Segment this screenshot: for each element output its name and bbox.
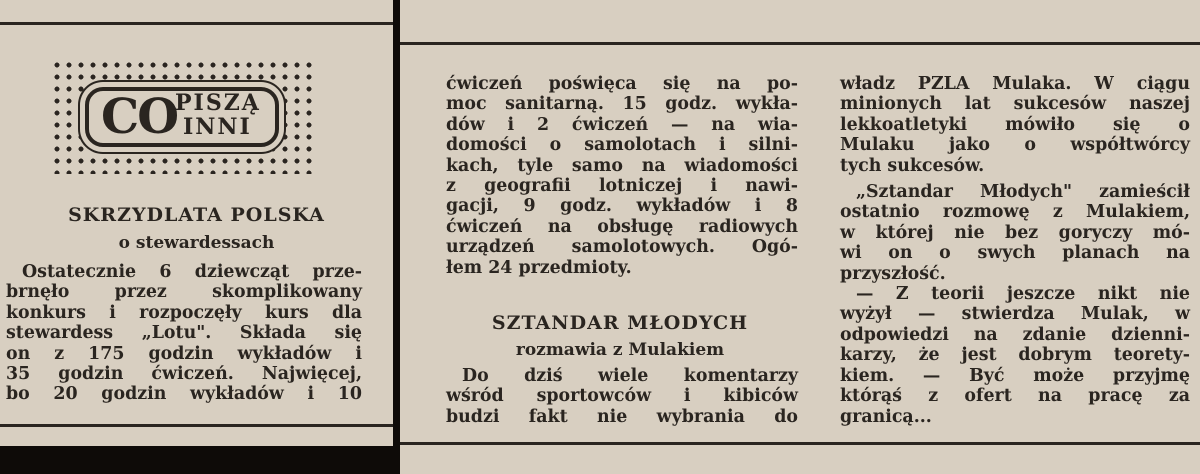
continuation-line: gacji, 9 godz. wykładów i 8 bbox=[446, 196, 798, 217]
top-rule bbox=[0, 22, 393, 25]
article1-title: SKRZYDLATA POLSKA bbox=[68, 204, 325, 226]
article1-continuation bbox=[446, 74, 798, 278]
article2-title: SZTANDAR MŁODYCH bbox=[491, 312, 749, 334]
article1-line: stewardess „Lotu". Składa się bbox=[6, 323, 362, 344]
article2-line: Do dziś wiele komentarzy bbox=[462, 366, 798, 386]
article2-subtitle: rozmawia z Mulakiem bbox=[515, 340, 725, 360]
article2-line: — Z teorii jeszcze nikt nie bbox=[856, 284, 1190, 305]
article2-line: którąś z ofert na pracę za bbox=[840, 386, 1190, 407]
article2-line: budzi fakt nie wybrania do bbox=[446, 406, 798, 427]
right-page-fragment bbox=[400, 0, 1200, 474]
continuation-line: z geografii lotniczej i nawi- bbox=[446, 176, 798, 197]
co-pisza-inni-logo bbox=[48, 56, 312, 174]
article2-line: kiem. — Być może przyjmę bbox=[840, 365, 1190, 386]
continuation-line: ćwiczeń na obsługę radiowych bbox=[446, 216, 798, 237]
article2-line: „Sztandar Młodych" zamieścił bbox=[856, 182, 1190, 203]
article1-line: bo 20 godzin wykładów i 10 bbox=[6, 384, 362, 405]
article2-line: minionych lat sukcesów naszej bbox=[840, 94, 1190, 115]
bottom-rule bbox=[400, 442, 1200, 445]
article1-line: konkurs i rozpoczęły kurs dla bbox=[6, 302, 362, 323]
article2-line: granicą... bbox=[840, 406, 932, 427]
top-rule bbox=[400, 42, 1200, 45]
article2-line: w której nie bez goryczy mó- bbox=[840, 222, 1190, 243]
logo-co-text: CO bbox=[101, 89, 178, 145]
article2-text-col2 bbox=[446, 366, 798, 427]
article2-line: lekkoatletyki mówiło się o bbox=[840, 114, 1190, 135]
article2-line: przyszłość. bbox=[840, 263, 946, 284]
logo-inni-text: INNI bbox=[183, 114, 252, 140]
article2-line: Mulaku jako o współtwórcy bbox=[840, 135, 1190, 156]
article2-line: wyżył — stwierdza Mulak, w bbox=[840, 304, 1190, 325]
article1-line: Ostatecznie 6 dziewcząt prze- bbox=[22, 262, 362, 282]
article1-subtitle: o stewardessach bbox=[118, 233, 275, 253]
continuation-line: moc sanitarną. 15 godz. wykła- bbox=[446, 94, 798, 115]
article1-text bbox=[6, 262, 362, 405]
continuation-line: dów i 2 ćwiczeń — na wia- bbox=[446, 114, 798, 135]
article2-line: odpowiedzi na zdanie dzienni- bbox=[840, 324, 1190, 345]
article2-line: wśród sportowców i kibiców bbox=[446, 386, 798, 407]
article1-line: on z 175 godzin wykładów i bbox=[6, 343, 362, 364]
continuation-line: łem 24 przedmioty. bbox=[446, 257, 632, 278]
logo-pisza-text: PISZĄ bbox=[175, 90, 261, 116]
article2-line: władz PZLA Mulaka. W ciągu bbox=[840, 74, 1190, 94]
continuation-line: domości o samolotach i silni- bbox=[446, 135, 798, 156]
left-page-fragment bbox=[0, 0, 393, 446]
article2-line: ostatnio rozmowę z Mulakiem, bbox=[840, 202, 1190, 223]
article2-text-col3 bbox=[840, 74, 1190, 427]
logo-frame bbox=[85, 87, 279, 147]
continuation-line: kach, tyle samo na wiadomości bbox=[446, 155, 798, 176]
article2-line: wi on o swych planach na bbox=[840, 243, 1190, 264]
continuation-line: urządzeń samolotowych. Ogó- bbox=[446, 237, 798, 258]
continuation-line: ćwiczeń poświęca się na po- bbox=[446, 74, 798, 94]
article1-line: brnęło przez skomplikowany bbox=[6, 282, 362, 303]
article2-line: karzy, że jest dobrym teorety- bbox=[840, 345, 1190, 366]
article2-line: tych sukcesów. bbox=[840, 155, 985, 176]
bottom-rule bbox=[0, 424, 393, 427]
article1-line: 35 godzin ćwiczeń. Najwięcej, bbox=[6, 364, 362, 385]
